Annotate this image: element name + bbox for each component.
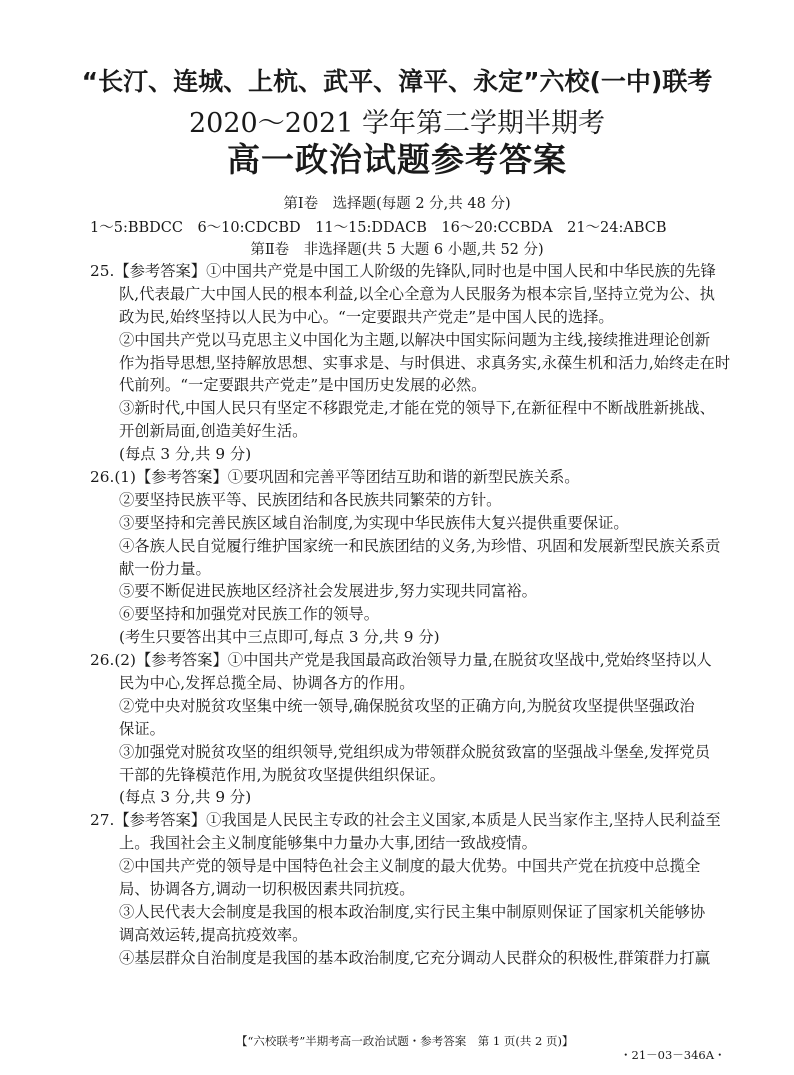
q25-answer-line: 25.【参考答案】①中国共产党是中国工人阶级的先锋队,同时也是中国人民和中华民族的先锋 — [90, 262, 716, 280]
exam-subject-title: 高一政治试题参考答案 — [227, 140, 567, 179]
answer-body — [90, 260, 730, 970]
q27-answer-line: ④基层群众自治制度是我国的基本政治制度,它充分调动人民群众的积极性,群策群力打赢 — [119, 948, 711, 967]
q26-1-answer-line: ②要坚持民族平等、民族团结和各民族共同繁荣的方针。 — [119, 490, 502, 509]
q25-scoring-note: (每点 3 分,共 9 分) — [119, 445, 252, 464]
q26-1-answer-line: ⑤要不断促进民族地区经济社会发展进步,努力实现共同富裕。 — [119, 582, 537, 601]
q26-2-answer-line: 干部的先锋模范作用,为脱贫攻坚提供组织保证。 — [119, 765, 446, 784]
q26-1-answer-line: 26.(1)【参考答案】①要巩固和完善平等团结互助和谐的新型民族关系。 — [90, 468, 580, 487]
q27-answer-line: 局、协调各方,调动一切积极因素共同抗疫。 — [119, 880, 415, 899]
q26-2-answer-line: ②党中央对脱贫攻坚集中统一领导,确保脱贫攻坚的正确方向,为脱贫攻坚提供坚强政治 — [119, 696, 695, 715]
q25-answer-line: ③新时代,中国人民只有坚定不移跟党走,才能在党的领导下,在新征程中不断战胜新挑战、 — [119, 399, 715, 418]
q26-1-answer-line: ④各族人民自觉履行维护国家统一和民族团结的义务,为珍惜、巩固和发展新型民族关系贡 — [119, 536, 721, 555]
q26-2-answer-line: 保证。 — [119, 719, 165, 738]
q26-1-scoring-note: (考生只要答出其中三点即可,每点 3 分,共 9 分) — [119, 628, 440, 647]
exam-union-title: “长汀、连城、上杭、武平、漳平、永定”六校(一中)联考 — [81, 67, 713, 96]
q25-answer-line: 队,代表最广大中国人民的根本利益,以全心全意为人民服务为根本宗旨,坚持立党为公、执 — [119, 284, 715, 303]
q25-answer-line: 代前列。“一定要跟共产党走”是中国历史发展的必然。 — [119, 376, 487, 395]
part1-heading: 第Ⅰ卷 选择题(每题 2 分,共 48 分) — [283, 196, 511, 212]
part2-heading: 第Ⅱ卷 非选择题(共 5 大题 6 小题,共 52 分) — [250, 242, 544, 258]
q25-answer-line: 政为民,始终坚持以人民为中心。“一定要跟共产党走”是中国人民的选择。 — [119, 307, 614, 326]
q26-2-answer-line: 民为中心,发挥总揽全局、协调各方的作用。 — [119, 674, 415, 693]
q25-answer-line: ②中国共产党以马克思主义中国化为主题,以解决中国实际问题为主线,接续推进理论创新 — [119, 330, 711, 349]
q26-1-answer-line: 献一份力量。 — [119, 559, 211, 578]
q27-answer-line: ③人民代表大会制度是我国的根本政治制度,实行民主集中制原则保证了国家机关能够协 — [119, 902, 706, 921]
q26-2-answer-line: ③加强党对脱贫攻坚的组织领导,党组织成为带领群众脱贫致富的坚强战斗堡垒,发挥党员 — [119, 742, 711, 761]
q26-1-answer-line: ⑥要坚持和加强党对民族工作的领导。 — [119, 605, 380, 624]
page-footer — [0, 1019, 794, 1075]
exam-term-title: 2020～2021 学年第二学期半期考 — [188, 108, 605, 139]
q27-answer-line: 调高效运转,提高抗疫效率。 — [119, 925, 308, 944]
q26-2-scoring-note: (每点 3 分,共 9 分) — [119, 788, 252, 807]
q25-answer-line: 作为指导思想,坚持解放思想、实事求是、与时俱进、求真务实,永葆生机和活力,始终走在时 — [119, 353, 731, 372]
choice-answer-key: 1～5:BBDCC 6～10:CDCBD 11～15:DDACB 16～20:CCBDA 21～24:ABCB — [90, 220, 667, 236]
q27-answer-line: ②中国共产党的领导是中国特色社会主义制度的最大优势。中国共产党在抗疫中总揽全 — [119, 857, 701, 876]
q26-2-answer-line: 26.(2)【参考答案】①中国共产党是我国最高政治领导力量,在脱贫攻坚战中,党始终坚持以人 — [90, 651, 712, 670]
q27-answer-line: 上。我国社会主义制度能够集中力量办大事,团结一致战疫情。 — [119, 834, 537, 853]
q25-answer-line: 开创新局面,创造美好生活。 — [119, 422, 308, 441]
footer-page-info: 【“六校联考”半期考高一政治试题・参考答案 第 1 页(共 2 页)】 — [236, 1034, 574, 1048]
q27-answer-line: 27.【参考答案】①我国是人民民主专政的社会主义国家,本质是人民当家作主,坚持人民利益至 — [90, 811, 721, 830]
q26-1-answer-line: ③要坚持和完善民族区域自治制度,为实现中华民族伟大复兴提供重要保证。 — [119, 513, 629, 532]
footer-doc-code: ・21－03－346A・ — [620, 1048, 726, 1062]
